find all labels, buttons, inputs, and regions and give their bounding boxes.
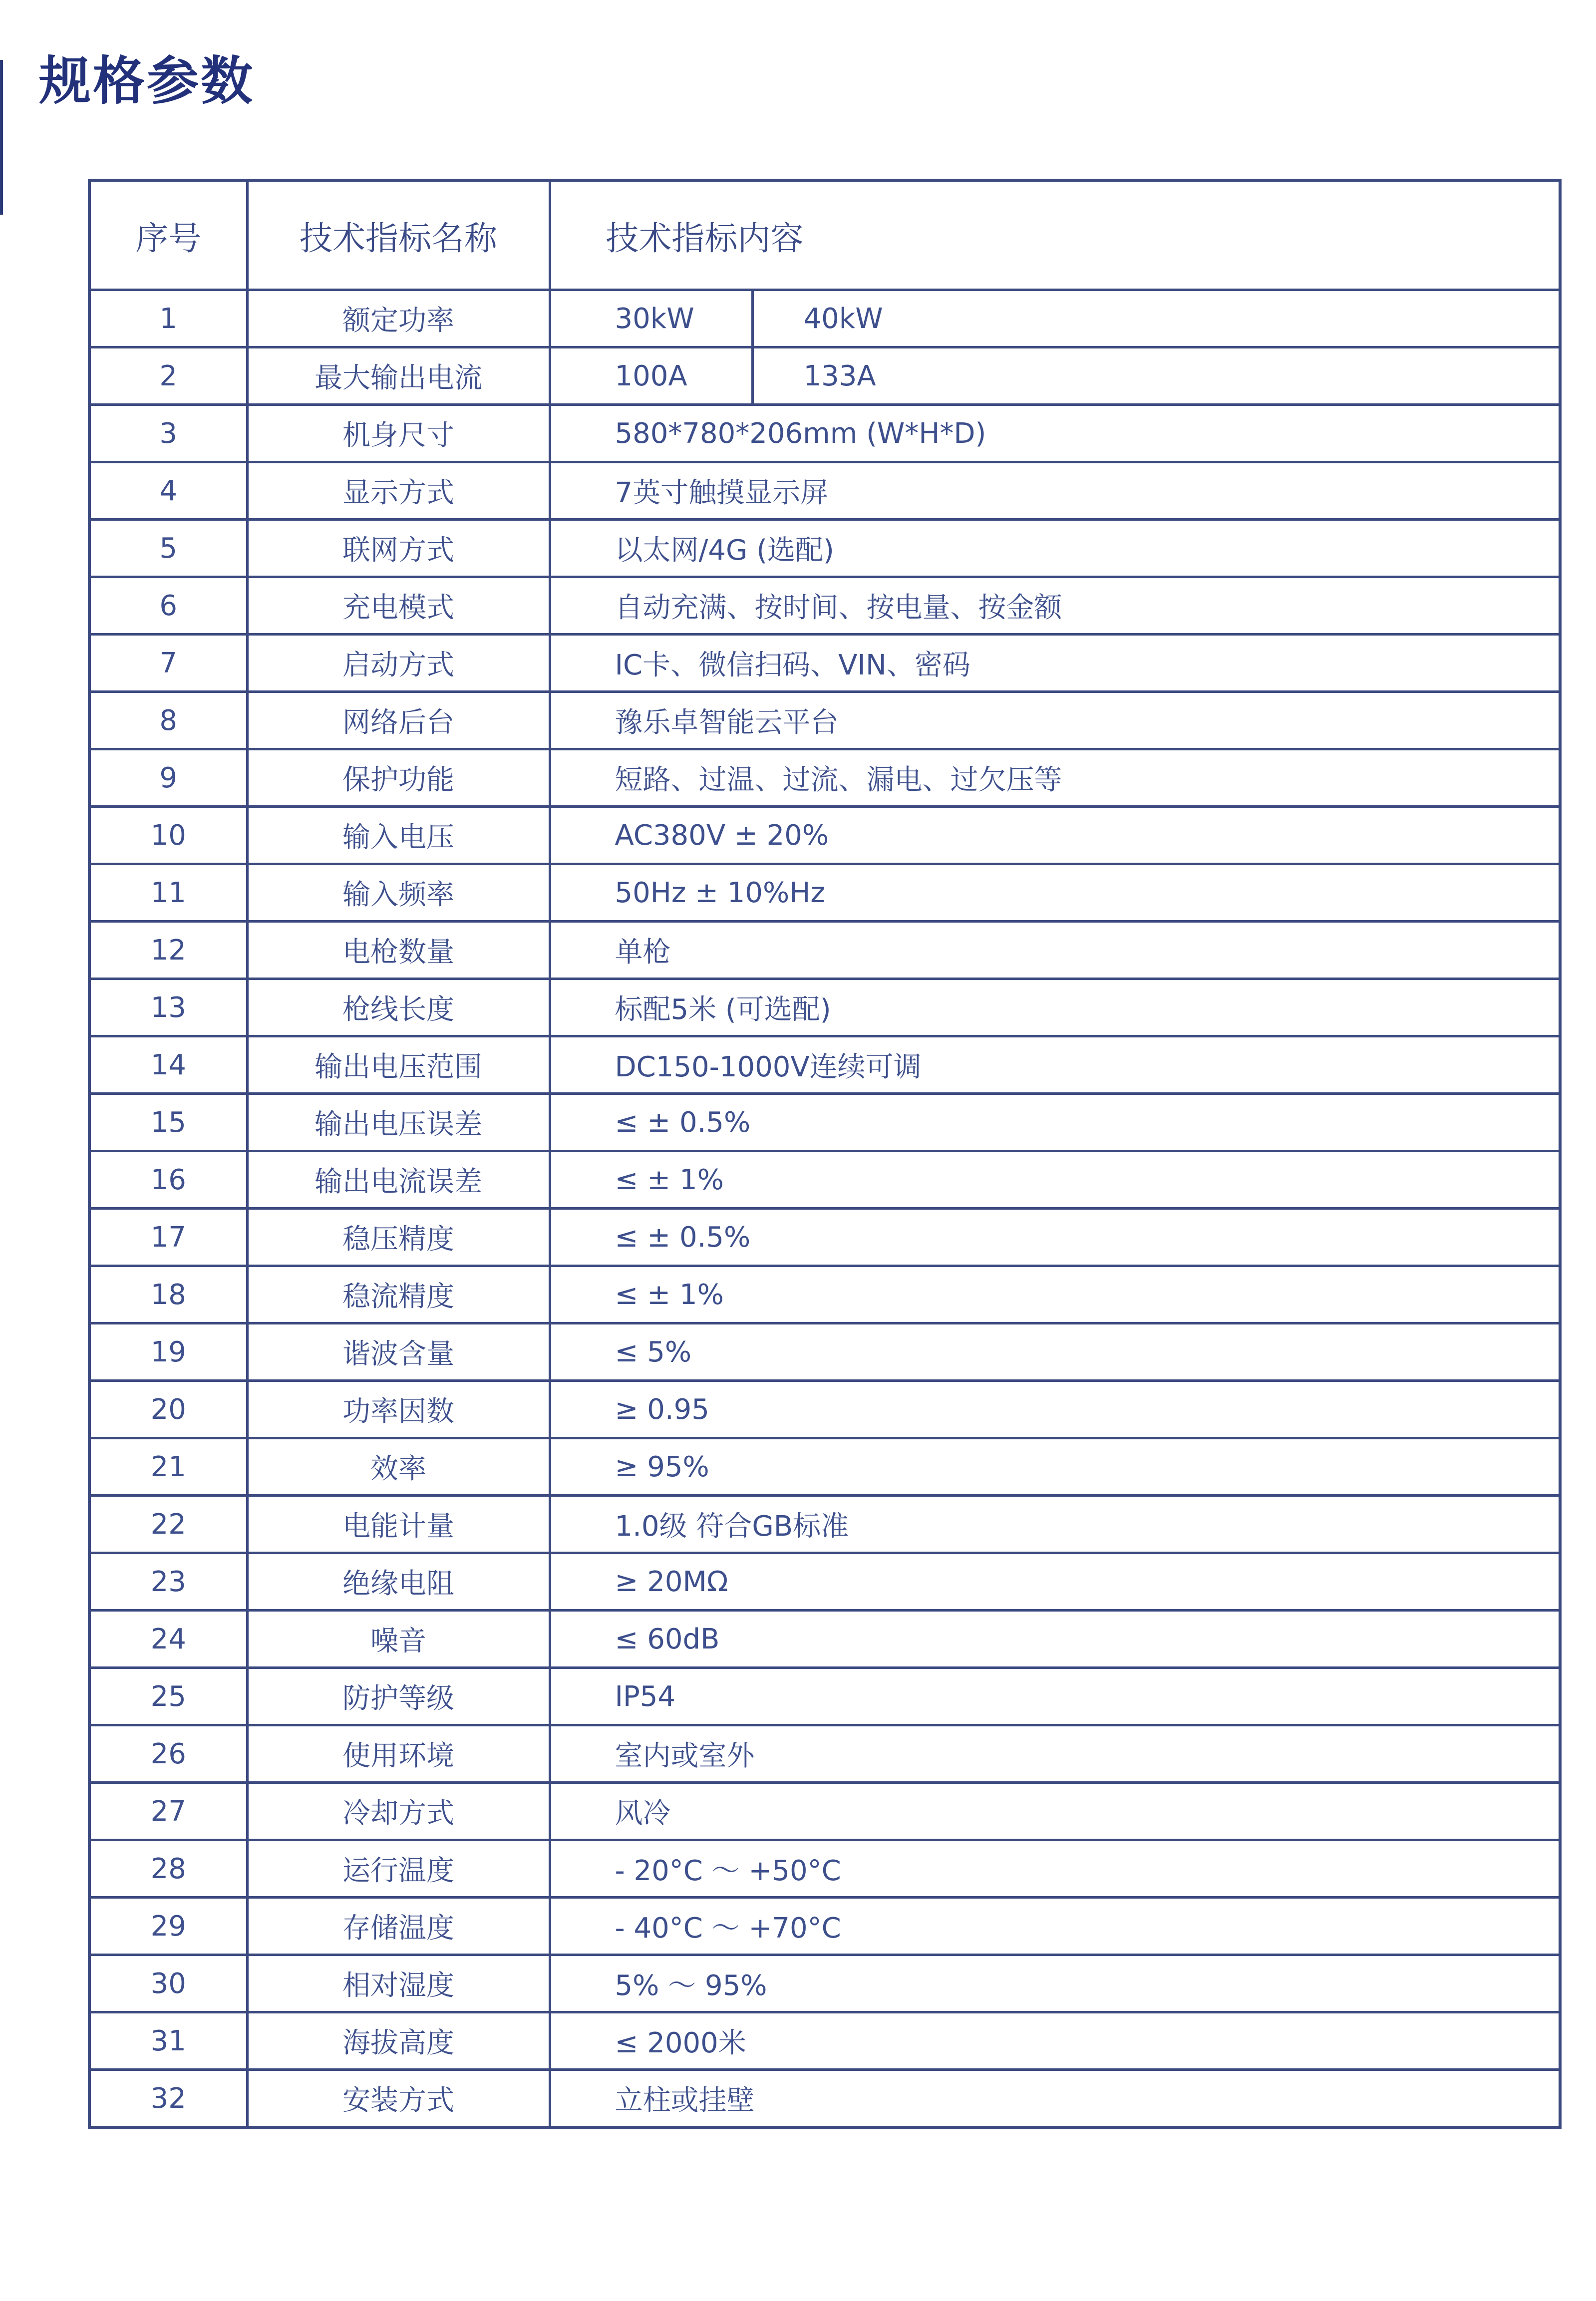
table-row xyxy=(89,807,1560,864)
row-spec-name: 电枪数量 xyxy=(247,922,550,979)
row-spec-value: 自动充满、按时间、按电量、按金额 xyxy=(550,577,1560,635)
row-spec-name: 海拔高度 xyxy=(247,2012,550,2070)
table-row xyxy=(89,1840,1560,1898)
row-serial-number: 2 xyxy=(89,347,247,405)
row-spec-name: 显示方式 xyxy=(247,462,550,520)
row-spec-name: 运行温度 xyxy=(247,1840,550,1898)
row-spec-value-1: 30kW xyxy=(550,290,752,347)
table-row xyxy=(89,749,1560,807)
row-spec-value-2: 40kW xyxy=(752,290,1560,347)
row-serial-number: 1 xyxy=(89,290,247,347)
row-spec-name: 保护功能 xyxy=(247,749,550,807)
row-spec-name: 稳流精度 xyxy=(247,1266,550,1323)
row-spec-name: 效率 xyxy=(247,1438,550,1496)
table-row xyxy=(89,290,1560,347)
row-spec-name: 联网方式 xyxy=(247,520,550,577)
table-row xyxy=(89,520,1560,577)
table-row xyxy=(89,979,1560,1036)
row-serial-number: 6 xyxy=(89,577,247,635)
row-spec-value: 1.0级 符合GB标准 xyxy=(550,1496,1560,1553)
row-spec-value: ≤ ± 1% xyxy=(550,1266,1560,1323)
row-spec-value: ≤ 60dB xyxy=(550,1611,1560,1668)
row-spec-value: 风冷 xyxy=(550,1783,1560,1840)
row-spec-name: 枪线长度 xyxy=(247,979,550,1036)
page-title: 规格参数 xyxy=(39,50,255,111)
row-spec-name: 输出电压误差 xyxy=(247,1094,550,1151)
table-row xyxy=(89,1266,1560,1323)
row-spec-value: 5% ～ 95% xyxy=(550,1955,1560,2012)
row-spec-value: - 40°C ～ +70°C xyxy=(550,1898,1560,1955)
row-spec-value: ≥ 20MΩ xyxy=(550,1553,1560,1611)
row-spec-name: 使用环境 xyxy=(247,1725,550,1783)
row-spec-value: DC150-1000V连续可调 xyxy=(550,1036,1560,1094)
row-serial-number: 9 xyxy=(89,749,247,807)
table-row xyxy=(89,2070,1560,2128)
row-serial-number: 16 xyxy=(89,1151,247,1209)
table-row xyxy=(89,1553,1560,1611)
table-header-row xyxy=(89,180,1560,290)
table-row xyxy=(89,1036,1560,1094)
row-serial-number: 24 xyxy=(89,1611,247,1668)
row-spec-name: 输入电压 xyxy=(247,807,550,864)
row-serial-number: 30 xyxy=(89,1955,247,2012)
row-spec-value: ≥ 95% xyxy=(550,1438,1560,1496)
table-row xyxy=(89,922,1560,979)
row-serial-number: 12 xyxy=(89,922,247,979)
table-row xyxy=(89,1668,1560,1725)
row-spec-name: 输出电流误差 xyxy=(247,1151,550,1209)
row-serial-number: 22 xyxy=(89,1496,247,1553)
table-row xyxy=(89,1151,1560,1209)
row-spec-value: ≤ ± 0.5% xyxy=(550,1209,1560,1266)
row-spec-name: 最大输出电流 xyxy=(247,347,550,405)
row-spec-name: 绝缘电阻 xyxy=(247,1553,550,1611)
row-spec-name: 安装方式 xyxy=(247,2070,550,2128)
row-spec-value: 580*780*206mm (W*H*D) xyxy=(550,405,1560,462)
table-row xyxy=(89,864,1560,922)
row-spec-value: IC卡、微信扫码、VIN、密码 xyxy=(550,635,1560,692)
row-serial-number: 10 xyxy=(89,807,247,864)
row-spec-value: 豫乐卓智能云平台 xyxy=(550,692,1560,749)
row-spec-value: ≤ ± 0.5% xyxy=(550,1094,1560,1151)
table-row xyxy=(89,577,1560,635)
row-spec-value: ≤ ± 1% xyxy=(550,1151,1560,1209)
row-spec-value: ≥ 0.95 xyxy=(550,1381,1560,1438)
row-spec-value: 短路、过温、过流、漏电、过欠压等 xyxy=(550,749,1560,807)
row-serial-number: 7 xyxy=(89,635,247,692)
row-spec-name: 启动方式 xyxy=(247,635,550,692)
header-spec-content: 技术指标内容 xyxy=(550,180,1560,290)
row-spec-name: 充电模式 xyxy=(247,577,550,635)
row-spec-name: 冷却方式 xyxy=(247,1783,550,1840)
row-spec-value: ≤ 2000米 xyxy=(550,2012,1560,2070)
row-serial-number: 15 xyxy=(89,1094,247,1151)
row-spec-name: 网络后台 xyxy=(247,692,550,749)
row-spec-value: AC380V ± 20% xyxy=(550,807,1560,864)
row-spec-name: 输入频率 xyxy=(247,864,550,922)
row-spec-name: 额定功率 xyxy=(247,290,550,347)
table-row xyxy=(89,1094,1560,1151)
table-row xyxy=(89,1725,1560,1783)
row-serial-number: 25 xyxy=(89,1668,247,1725)
row-spec-name: 谐波含量 xyxy=(247,1323,550,1381)
row-serial-number: 14 xyxy=(89,1036,247,1094)
row-spec-name: 相对湿度 xyxy=(247,1955,550,2012)
row-spec-value: 立柱或挂壁 xyxy=(550,2070,1560,2128)
row-serial-number: 31 xyxy=(89,2012,247,2070)
table-row xyxy=(89,2012,1560,2070)
row-spec-value: - 20°C ～ +50°C xyxy=(550,1840,1560,1898)
table-row xyxy=(89,1898,1560,1955)
row-serial-number: 21 xyxy=(89,1438,247,1496)
row-spec-name: 输出电压范围 xyxy=(247,1036,550,1094)
header-serial-number: 序号 xyxy=(89,180,247,290)
table-row xyxy=(89,692,1560,749)
row-serial-number: 23 xyxy=(89,1553,247,1611)
table-body xyxy=(89,290,1560,2128)
row-spec-value: 室内或室外 xyxy=(550,1725,1560,1783)
table-row xyxy=(89,405,1560,462)
table-row xyxy=(89,1611,1560,1668)
row-spec-value: 7英寸触摸显示屏 xyxy=(550,462,1560,520)
row-spec-name: 稳压精度 xyxy=(247,1209,550,1266)
row-serial-number: 8 xyxy=(89,692,247,749)
table-row xyxy=(89,1209,1560,1266)
row-spec-value: 单枪 xyxy=(550,922,1560,979)
row-serial-number: 13 xyxy=(89,979,247,1036)
row-serial-number: 4 xyxy=(89,462,247,520)
table-row xyxy=(89,347,1560,405)
row-spec-value: 标配5米 (可选配) xyxy=(550,979,1560,1036)
row-spec-name: 电能计量 xyxy=(247,1496,550,1553)
table-row xyxy=(89,1323,1560,1381)
spec-table xyxy=(88,179,1562,2129)
row-serial-number: 3 xyxy=(89,405,247,462)
row-spec-value-1: 100A xyxy=(550,347,752,405)
table-row xyxy=(89,1381,1560,1438)
row-serial-number: 17 xyxy=(89,1209,247,1266)
row-spec-name: 功率因数 xyxy=(247,1381,550,1438)
table-row xyxy=(89,462,1560,520)
row-serial-number: 29 xyxy=(89,1898,247,1955)
row-serial-number: 27 xyxy=(89,1783,247,1840)
row-serial-number: 11 xyxy=(89,864,247,922)
header-spec-name: 技术指标名称 xyxy=(247,180,550,290)
row-spec-value-2: 133A xyxy=(752,347,1560,405)
row-spec-value: ≤ 5% xyxy=(550,1323,1560,1381)
row-serial-number: 19 xyxy=(89,1323,247,1381)
row-spec-value: 50Hz ± 10%Hz xyxy=(550,864,1560,922)
row-spec-name: 存储温度 xyxy=(247,1898,550,1955)
table-row xyxy=(89,1438,1560,1496)
row-spec-name: 防护等级 xyxy=(247,1668,550,1725)
table-row xyxy=(89,1783,1560,1840)
row-serial-number: 5 xyxy=(89,520,247,577)
table-row xyxy=(89,635,1560,692)
row-spec-name: 噪音 xyxy=(247,1611,550,1668)
row-serial-number: 26 xyxy=(89,1725,247,1783)
row-spec-name: 机身尺寸 xyxy=(247,405,550,462)
title-accent-bar xyxy=(0,60,3,215)
table-row xyxy=(89,1955,1560,2012)
row-serial-number: 18 xyxy=(89,1266,247,1323)
row-spec-value: IP54 xyxy=(550,1668,1560,1725)
row-serial-number: 32 xyxy=(89,2070,247,2128)
row-spec-value: 以太网/4G (选配) xyxy=(550,520,1560,577)
row-serial-number: 20 xyxy=(89,1381,247,1438)
table-row xyxy=(89,1496,1560,1553)
row-serial-number: 28 xyxy=(89,1840,247,1898)
